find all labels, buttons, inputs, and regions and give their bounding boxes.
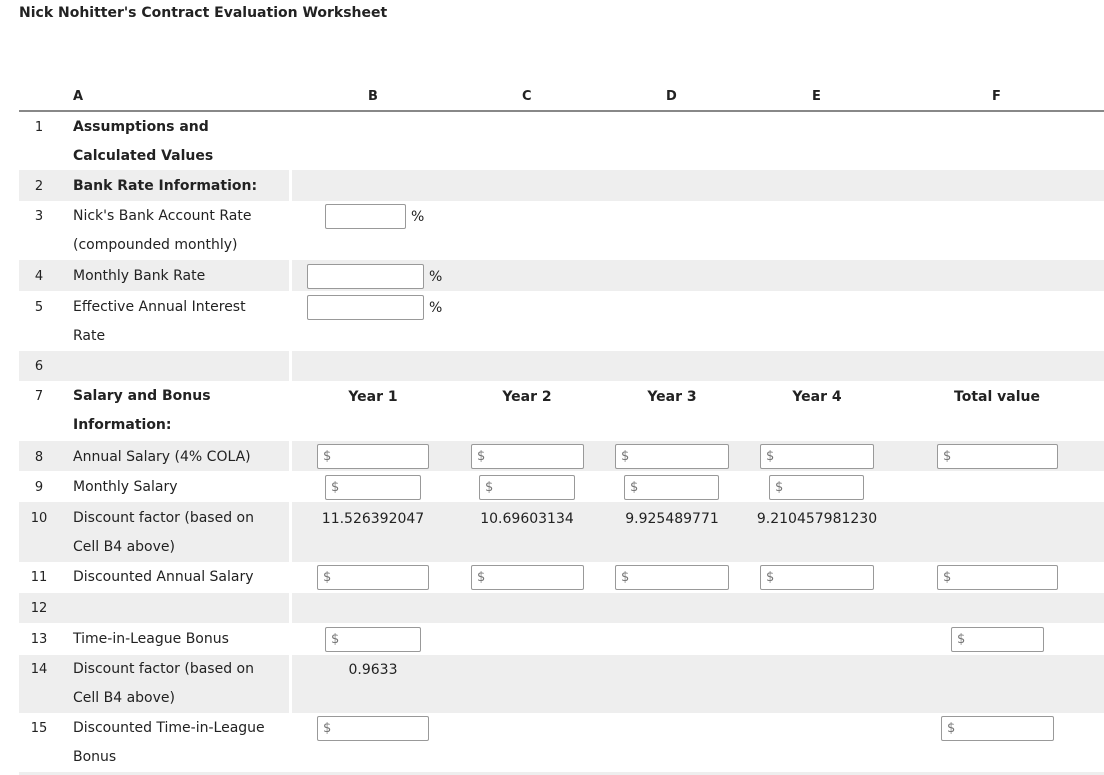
discounted-salary-year2-input[interactable] (471, 565, 584, 590)
row-number: 6 (34, 359, 44, 374)
discounted-bonus-input[interactable] (317, 716, 429, 741)
row-label: Discount factor (based on Cell B4 above) (73, 661, 254, 706)
row-number: 13 (30, 632, 48, 647)
row-number: 10 (30, 511, 48, 526)
year-2-header: Year 2 (502, 389, 552, 405)
row-number: 5 (34, 300, 44, 315)
discount-factor-year3: 9.925489771 (625, 511, 719, 527)
percent-unit: % (429, 300, 443, 316)
discounted-salary-total-input[interactable] (937, 565, 1058, 590)
year-4-header: Year 4 (792, 389, 842, 405)
row-number: 4 (34, 269, 44, 284)
row-label: Discount factor (based on Cell B4 above) (73, 510, 254, 555)
discounted-bonus-total-input[interactable] (941, 716, 1054, 741)
discounted-salary-year4-input[interactable] (760, 565, 874, 590)
annual-salary-year2-input[interactable] (471, 444, 584, 469)
monthly-bank-rate-input[interactable] (307, 264, 424, 289)
row-number: 11 (30, 570, 48, 585)
row-label: Effective Annual Interest Rate (73, 299, 246, 344)
column-header-f: F (992, 89, 1001, 104)
row-number: 9 (34, 480, 44, 495)
row-label: Annual Salary (4% COLA) (73, 449, 251, 465)
row-number: 2 (34, 179, 44, 194)
year-1-header: Year 1 (348, 389, 398, 405)
monthly-salary-year1-input[interactable] (325, 475, 421, 500)
row-number: 15 (30, 721, 48, 736)
annual-salary-year4-input[interactable] (760, 444, 874, 469)
percent-unit: % (429, 269, 443, 285)
page-title: Nick Nohitter's Contract Evaluation Worksheet (19, 5, 388, 21)
column-header-d: D (666, 89, 677, 104)
row-label: Monthly Bank Rate (73, 268, 206, 284)
header-divider (19, 110, 1104, 112)
row-number: 14 (30, 662, 48, 677)
row-label: Time-in-League Bonus (73, 631, 229, 647)
monthly-salary-year2-input[interactable] (479, 475, 575, 500)
row-number: 12 (30, 601, 48, 616)
row-number: 8 (34, 450, 44, 465)
bonus-discount-factor: 0.9633 (348, 662, 398, 678)
discount-factor-year4: 9.210457981230 (756, 511, 878, 527)
row-label: Salary and Bonus Information: (73, 388, 211, 433)
bank-account-rate-input[interactable] (325, 204, 406, 229)
row-band-6 (19, 351, 1104, 381)
column-header-a: A (73, 89, 84, 104)
percent-unit: % (411, 209, 425, 225)
total-value-header: Total value (954, 389, 1040, 405)
time-in-league-bonus-total-input[interactable] (951, 627, 1044, 652)
annual-salary-year3-input[interactable] (615, 444, 729, 469)
row-label: Bank Rate Information: (73, 178, 258, 194)
row-number: 7 (34, 389, 44, 404)
discounted-salary-year1-input[interactable] (317, 565, 429, 590)
row-label: Nick's Bank Account Rate (compounded monthly) (73, 208, 252, 253)
row-label: Discounted Time-in-League Bonus (73, 720, 265, 765)
discounted-salary-year3-input[interactable] (615, 565, 729, 590)
column-header-e: E (812, 89, 821, 104)
discount-factor-year1: 11.526392047 (321, 511, 425, 527)
column-header-b: B (368, 89, 378, 104)
row-number: 1 (34, 120, 44, 135)
effective-annual-rate-input[interactable] (307, 295, 424, 320)
annual-salary-total-input[interactable] (937, 444, 1058, 469)
row-label: Assumptions and Calculated Values (73, 119, 214, 164)
row-number: 3 (34, 209, 44, 224)
row-band-12 (19, 593, 1104, 623)
time-in-league-bonus-input[interactable] (325, 627, 421, 652)
monthly-salary-year3-input[interactable] (624, 475, 719, 500)
annual-salary-year1-input[interactable] (317, 444, 429, 469)
column-header-c: C (522, 89, 532, 104)
monthly-salary-year4-input[interactable] (769, 475, 864, 500)
row-label: Monthly Salary (73, 479, 178, 495)
discount-factor-year2: 10.69603134 (480, 511, 574, 527)
row-label: Discounted Annual Salary (73, 569, 254, 585)
year-3-header: Year 3 (647, 389, 697, 405)
